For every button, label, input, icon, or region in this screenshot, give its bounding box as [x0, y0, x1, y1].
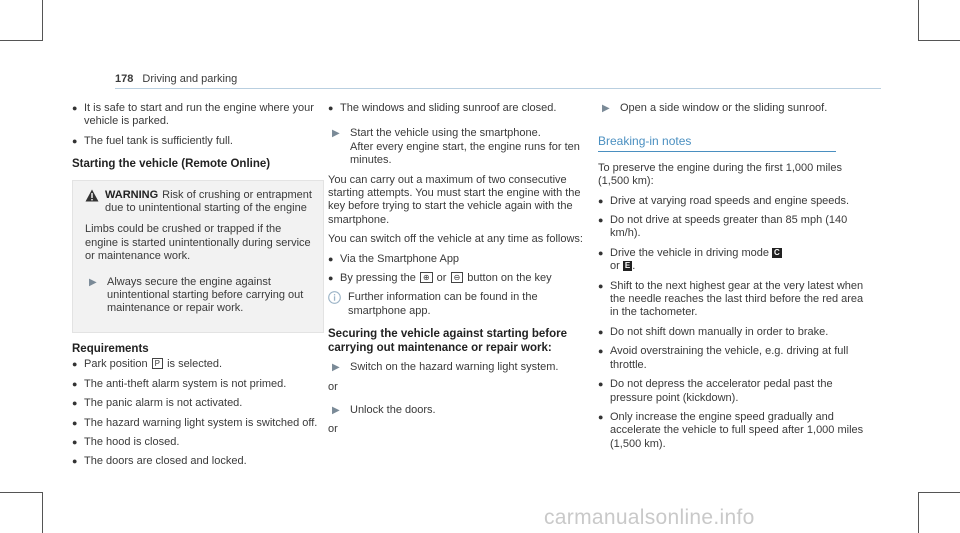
column-1	[72, 102, 324, 475]
step-arrow-icon: ▶	[89, 276, 97, 288]
section-heading: Securing the vehicle against starting before carrying out maintenance or repair work:	[328, 328, 568, 354]
list-item: ● Do not drive at speeds greater than 85 mph (140 km/h).	[598, 214, 848, 240]
bullet: ●	[598, 326, 604, 337]
crop-mark	[918, 0, 919, 41]
bullet: ●	[598, 195, 604, 206]
warning-body: Limbs could be crushed or trapped if the engine is started unintentionally during service or maintenance work.	[85, 223, 311, 263]
breaking-in-heading: Breaking-in notes	[598, 134, 692, 149]
list-item: ● Do not depress the accelerator pedal past the pressure point (kickdown).	[598, 378, 833, 404]
list-item: ● Drive the vehicle in driving mode C or E .	[598, 246, 780, 273]
bullet: ●	[72, 135, 78, 146]
crop-mark	[918, 492, 960, 493]
list-item: ● Via the Smartphone App	[328, 252, 460, 265]
paragraph: You can switch off the vehicle at any time as follows:	[328, 233, 583, 246]
column-2	[328, 102, 590, 443]
column-3	[598, 102, 866, 457]
heading-underline	[598, 151, 836, 152]
list-item: ● Shift to the next highest gear at the very latest when the needle reaches the last third before the red area in the tachometer.	[598, 279, 864, 319]
paragraph: To preserve the engine during the first 1,000 miles (1,500 km):	[598, 161, 842, 188]
instruction-step: ▶ Switch on the hazard warning light system.	[328, 361, 590, 374]
page-number: 178	[115, 73, 134, 85]
bullet: ●	[72, 417, 78, 428]
bullet: ●	[598, 215, 604, 226]
crop-mark	[42, 492, 43, 533]
mode-e-icon: E	[624, 261, 631, 271]
mode-c-icon: C	[774, 247, 780, 257]
info-note: Further information can be found in the smartphone app.	[328, 291, 590, 318]
warning-step: ▶ Always secure the engine against unintentional starting before carrying out maintenance or repair work.	[85, 276, 315, 316]
instruction-step: ▶ Start the vehicle using the smartphone. After every engine start, the engine runs for ten minutes.	[328, 127, 590, 167]
warning-box	[72, 180, 324, 333]
bullet: ●	[598, 247, 604, 258]
list-item: ● Only increase the engine speed gradually and accelerate the vehicle to full speed after 1,000 miles (1,500 km).	[598, 410, 864, 450]
unlock-key-icon: ⊖	[451, 272, 464, 283]
step-arrow-icon: ▶	[332, 404, 340, 416]
section-title: Driving and parking	[142, 73, 238, 85]
or-text: or	[328, 423, 338, 436]
list-item: ● The hood is closed.	[72, 435, 180, 448]
crop-mark	[918, 492, 919, 533]
list-item: ● By pressing the ⊕ or ⊖ button on the key	[328, 272, 552, 285]
bullet: ●	[598, 346, 604, 357]
header-divider	[115, 88, 881, 89]
bullet: ●	[328, 103, 334, 113]
lock-key-icon: ⊕	[420, 272, 433, 283]
info-icon	[328, 291, 348, 308]
crop-mark	[42, 0, 43, 41]
bullet: ●	[72, 436, 78, 447]
bullet: ●	[72, 103, 78, 113]
warning-triangle-icon	[85, 189, 105, 206]
warning-title-text: Risk of crushing or entrapment due to unintentional starting of the engine	[105, 188, 312, 215]
list-item: ● The windows and sliding sunroof are closed.	[328, 102, 557, 114]
requirements-heading: Requirements	[72, 342, 149, 355]
warning-title: WARNING	[105, 188, 159, 201]
step-arrow-icon: ▶	[332, 362, 340, 374]
list-item: ● Park position P is selected.	[72, 358, 223, 371]
list-item: ● The panic alarm is not activated.	[72, 397, 243, 410]
bullet: ●	[598, 379, 604, 390]
bullet: ●	[328, 273, 334, 284]
list-item: ● The anti-theft alarm system is not primed.	[72, 377, 287, 390]
list-item: ● Avoid overstraining the vehicle, e.g. driving at full throttle.	[598, 345, 849, 371]
watermark: carmanualsonline.info	[544, 506, 755, 529]
list-item: ● The hazard warning light system is switched off.	[72, 416, 318, 429]
page-header	[115, 73, 237, 85]
park-key-icon: P	[152, 358, 163, 369]
list-item: ● The doors are closed and locked.	[72, 455, 247, 468]
list-item: ● Do not shift down manually in order to brake.	[598, 325, 829, 338]
instruction-step: ▶ Unlock the doors.	[328, 404, 590, 417]
list-item: ● The fuel tank is sufficiently full.	[72, 134, 233, 147]
crop-mark	[918, 40, 960, 41]
bullet: ●	[72, 398, 78, 409]
bullet: ●	[72, 456, 78, 467]
list-item: ● It is safe to start and run the engine where your vehicle is parked.	[72, 102, 314, 128]
step-arrow-icon: ▶	[332, 128, 340, 140]
bullet: ●	[328, 253, 334, 264]
step-arrow-icon: ▶	[602, 103, 610, 114]
instruction-step: ▶ Open a side window or the sliding sunroof.	[598, 102, 866, 115]
list-item: ● Drive at varying road speeds and engine speeds.	[598, 194, 850, 207]
section-heading: Starting the vehicle (Remote Online)	[72, 158, 271, 171]
bullet: ●	[72, 359, 78, 370]
bullet: ●	[598, 411, 604, 422]
crop-mark	[0, 40, 42, 41]
bullet: ●	[72, 378, 78, 389]
bullet: ●	[598, 280, 604, 291]
warning-header	[85, 189, 315, 216]
paragraph: You can carry out a maximum of two consecutive starting attempts. You must start the engine with the key before trying to start the vehicle again with the smartphone.	[328, 173, 581, 226]
or-text: or	[328, 380, 338, 393]
crop-mark	[0, 492, 42, 493]
